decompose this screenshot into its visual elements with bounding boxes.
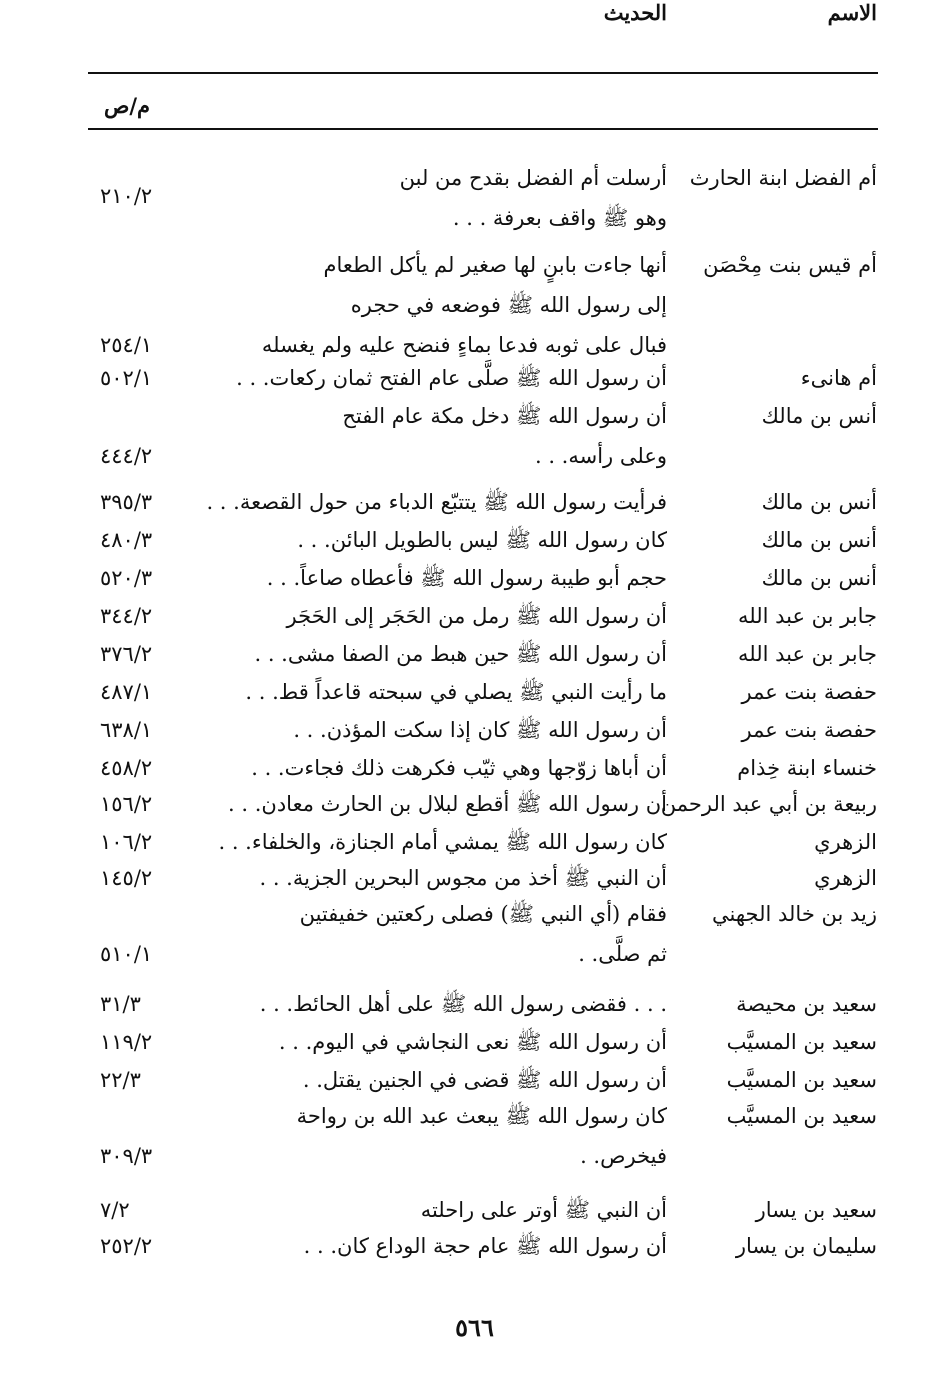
narrator-name-text: الزهري bbox=[814, 830, 877, 854]
narrator-name-text: سليمان بن يسار bbox=[735, 1234, 877, 1258]
hadith-line: وعلى رأسه. . . bbox=[534, 444, 667, 468]
narrator-name-text: سعيد بن المسيَّب bbox=[726, 1104, 877, 1128]
hadith-text bbox=[254, 634, 667, 674]
header-ref: م/ص bbox=[104, 93, 151, 118]
volume-page-ref: ٣٠٩/٣ bbox=[100, 1144, 153, 1168]
page-number: ٥٦٦ bbox=[455, 1313, 494, 1342]
hadith-text bbox=[218, 822, 667, 862]
narrator-name bbox=[661, 784, 877, 824]
volume-page-ref: ١٠٦/٢ bbox=[100, 830, 153, 854]
narrator-name-text: سعيد بن المسيَّب bbox=[726, 1068, 877, 1092]
hadith-line: أن رسول الله ﷺ كان إذا سكت المؤذن. . . bbox=[293, 718, 667, 742]
narrator-name-text: أنس بن مالك bbox=[761, 404, 877, 428]
narrator-name-text: ربيعة بن أبي عبد الرحمن bbox=[660, 792, 877, 816]
narrator-name bbox=[742, 672, 878, 712]
volume-page-ref: ٥٢٠/٣ bbox=[100, 566, 153, 590]
narrator-name-text: أم الفضل ابنة الحارث bbox=[689, 166, 877, 190]
narrator-name bbox=[727, 1022, 877, 1062]
narrator-name bbox=[801, 358, 877, 398]
narrator-name bbox=[727, 1060, 877, 1100]
hadith-line: أن رسول الله ﷺ رمل من الحَجَر إلى الحَجَر bbox=[286, 604, 667, 628]
narrator-name bbox=[690, 158, 877, 198]
hadith-text bbox=[287, 596, 667, 636]
narrator-name bbox=[736, 984, 877, 1024]
hadith-line: أن رسول الله ﷺ حين هبط من الصفا مشى. . . bbox=[254, 642, 667, 666]
volume-page-ref: ٣٧٦/٢ bbox=[100, 642, 153, 666]
hadith-text bbox=[421, 1190, 667, 1230]
hadith-line: . . . فقضى رسول الله ﷺ على أهل الحائط. . . bbox=[259, 992, 667, 1016]
hadith-line: أنها جاءت بابنٍ لها صغير لم يأكل الطعام bbox=[323, 253, 667, 277]
hadith-line: فيخرص. . bbox=[580, 1144, 667, 1168]
narrator-name bbox=[737, 748, 877, 788]
header-hadith: الحديث bbox=[603, 0, 667, 25]
header-name: الاسم bbox=[827, 0, 877, 25]
narrator-name-text: سعيد بن المسيَّب bbox=[726, 1030, 877, 1054]
hadith-line: فبال على ثوبه فدعا بماءٍ فنضح عليه ولم يغسله bbox=[261, 333, 667, 357]
hadith-text bbox=[304, 1226, 667, 1266]
hadith-line: إلى رسول الله ﷺ فوضعه في حجره bbox=[350, 293, 667, 317]
volume-page-ref: ٥٠٢/١ bbox=[100, 366, 153, 390]
volume-page-ref: ١١٩/٢ bbox=[100, 1030, 153, 1054]
narrator-name-text: الزهري bbox=[814, 866, 877, 890]
hadith-line: ما رأيت النبي ﷺ يصلي في سبحته قاعداً قط. . . bbox=[245, 680, 667, 704]
narrator-name bbox=[814, 822, 877, 862]
hadith-line: ثم صلَّى. . bbox=[578, 942, 667, 966]
narrator-name bbox=[814, 858, 877, 898]
hadith-line: فقام (أي النبي ﷺ) فصلى ركعتين خفيفتين bbox=[299, 902, 667, 926]
volume-page-ref: ٣٩٥/٣ bbox=[100, 490, 153, 514]
hadith-line: أرسلت أم الفضل بقدح من لبن bbox=[399, 166, 667, 190]
hadith-text bbox=[206, 482, 667, 522]
volume-page-ref: ٣٤٤/٢ bbox=[100, 604, 153, 628]
volume-page-ref: ٤٤٤/٢ bbox=[100, 444, 153, 468]
narrator-name-text: أنس بن مالك bbox=[761, 490, 877, 514]
volume-page-ref: ٢٥٤/١ bbox=[100, 333, 153, 357]
hadith-text bbox=[245, 672, 667, 712]
narrator-name-text: سعيد بن محيصة bbox=[736, 992, 877, 1016]
narrator-name-text: جابر بن عبد الله bbox=[737, 642, 877, 666]
narrator-name bbox=[762, 482, 877, 522]
hadith-line: أن رسول الله ﷺ أقطع لبلال بن الحارث معادن. . . bbox=[228, 792, 667, 816]
hadith-text bbox=[300, 894, 667, 974]
hadith-text bbox=[267, 558, 667, 598]
narrator-name-text: جابر بن عبد الله bbox=[737, 604, 877, 628]
narrator-name-text: أم هانىء bbox=[800, 366, 877, 390]
hadith-line: فرأيت رسول الله ﷺ يتتبّع الدباء من حول القصعة. . . bbox=[206, 490, 667, 514]
narrator-name bbox=[738, 596, 877, 636]
narrator-name bbox=[703, 245, 877, 285]
hadith-text bbox=[260, 984, 667, 1024]
hadith-text bbox=[297, 1096, 667, 1176]
narrator-name bbox=[762, 558, 877, 598]
volume-page-ref: ٢١٠/٢ bbox=[100, 184, 153, 208]
hadith-text bbox=[279, 1022, 667, 1062]
volume-page-ref: ٣١/٣ bbox=[100, 992, 141, 1016]
narrator-name-text: خنساء ابنة خِذام bbox=[737, 756, 877, 780]
narrator-name-text: حفصة بنت عمر bbox=[741, 718, 877, 742]
volume-page-ref: ٤٥٨/٢ bbox=[100, 756, 153, 780]
hadith-line: أن رسول الله ﷺ دخل مكة عام الفتح bbox=[342, 404, 667, 428]
hadith-line: أن رسول الله ﷺ نعى النجاشي في اليوم. . . bbox=[278, 1030, 667, 1054]
narrator-name-text: زيد بن خالد الجهني bbox=[712, 902, 877, 926]
volume-page-ref: ٧/٢ bbox=[100, 1198, 130, 1222]
narrator-name bbox=[742, 710, 878, 750]
hadith-text bbox=[303, 1060, 667, 1100]
narrator-name bbox=[727, 1096, 877, 1136]
top-rule bbox=[88, 72, 878, 74]
volume-page-ref: ٢٢/٣ bbox=[100, 1068, 141, 1092]
narrator-name bbox=[712, 894, 877, 934]
hadith-line: أن النبي ﷺ أوتر على راحلته bbox=[420, 1198, 667, 1222]
hadith-line: كان رسول الله ﷺ ليس بالطويل البائن. . . bbox=[297, 528, 667, 552]
narrator-name bbox=[738, 634, 877, 674]
narrator-name-text: أنس بن مالك bbox=[761, 566, 877, 590]
hadith-line: كان رسول الله ﷺ يبعث عبد الله بن رواحة bbox=[296, 1104, 667, 1128]
hadith-line: أن رسول الله ﷺ عام حجة الوداع كان. . . bbox=[303, 1234, 667, 1258]
volume-page-ref: ٤٨٠/٣ bbox=[100, 528, 153, 552]
hadith-line: أن أباها زوّجها وهي ثيّب فكرهت ذلك فجاءت. . . bbox=[251, 756, 667, 780]
hadith-text bbox=[251, 748, 667, 788]
hadith-text bbox=[297, 520, 667, 560]
hadith-line: أن النبي ﷺ أخذ من مجوس البحرين الجزية. . . bbox=[259, 866, 667, 890]
hadith-text bbox=[342, 396, 667, 476]
narrator-name-text: أم قيس بنت مِحْصَن bbox=[703, 253, 877, 277]
hadith-text bbox=[400, 158, 667, 238]
narrator-name bbox=[736, 1226, 877, 1266]
volume-page-ref: ١٥٦/٢ bbox=[100, 792, 153, 816]
volume-page-ref: ٦٣٨/١ bbox=[100, 718, 153, 742]
hadith-text bbox=[259, 858, 667, 898]
hadith-line: أن رسول الله ﷺ صلَّى عام الفتح ثمان ركعات. . . bbox=[236, 366, 667, 390]
narrator-name-text: سعيد بن يسار bbox=[755, 1198, 877, 1222]
hadith-line: كان رسول الله ﷺ يمشي أمام الجنازة، والخلفاء. . . bbox=[218, 830, 667, 854]
narrator-name bbox=[756, 1190, 877, 1230]
hadith-text bbox=[293, 710, 667, 750]
hadith-line: وهو ﷺ واقف بعرفة . . . bbox=[452, 206, 667, 230]
narrator-name bbox=[762, 396, 877, 436]
hadith-line: حجم أبو طيبة رسول الله ﷺ فأعطاه صاعاً. . . bbox=[266, 566, 667, 590]
hadith-text bbox=[262, 245, 667, 365]
hadith-line: أن رسول الله ﷺ قضى في الجنين يقتل. . bbox=[302, 1068, 667, 1092]
narrator-name-text: أنس بن مالك bbox=[761, 528, 877, 552]
header-rule bbox=[88, 128, 878, 130]
narrator-name bbox=[762, 520, 877, 560]
volume-page-ref: ١٤٥/٢ bbox=[100, 866, 153, 890]
hadith-text bbox=[236, 358, 667, 398]
volume-page-ref: ٢٥٢/٢ bbox=[100, 1234, 153, 1258]
narrator-name-text: حفصة بنت عمر bbox=[741, 680, 877, 704]
volume-page-ref: ٤٨٧/١ bbox=[100, 680, 153, 704]
volume-page-ref: ٥١٠/١ bbox=[100, 942, 153, 966]
hadith-text bbox=[228, 784, 667, 824]
